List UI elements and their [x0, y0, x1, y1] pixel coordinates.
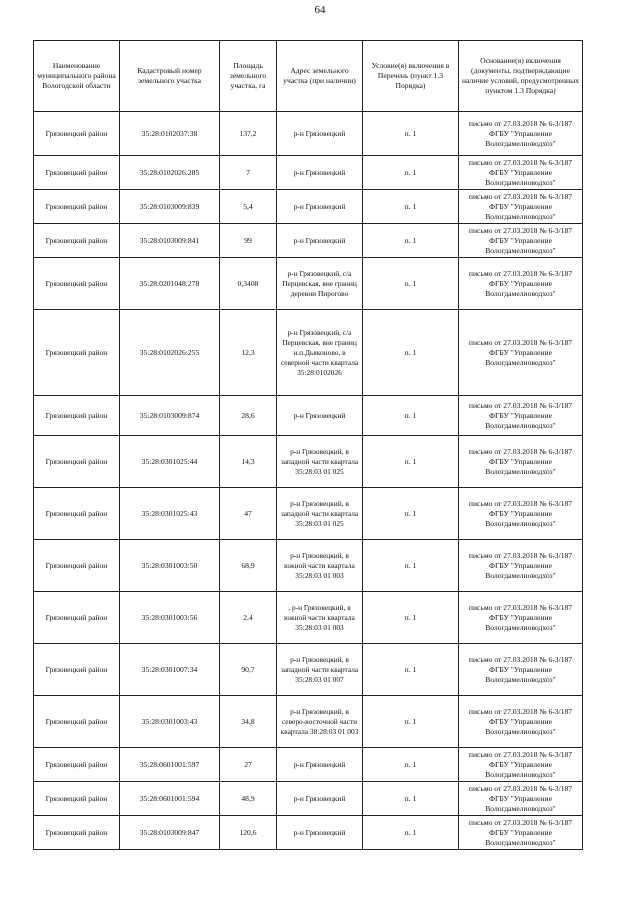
cell-area: 0,3408 — [220, 258, 277, 310]
cell-cadastral-number: 35:28:0301003:43 — [120, 696, 220, 748]
cell-condition: п. 1 — [363, 190, 459, 224]
table-row — [34, 540, 583, 592]
cell-basis: письмо от 27.03.2018 № 6-3/187 ФГБУ "Управление Вологдамелиоводхоз" — [459, 748, 583, 782]
cell-address: р-н Грязовецкий, в южной части квартала 35:28:03 01 003 — [277, 540, 363, 592]
cell-district: Грязовецкий район — [34, 190, 120, 224]
cell-condition: п. 1 — [363, 748, 459, 782]
cell-condition: п. 1 — [363, 258, 459, 310]
table-row — [34, 816, 583, 850]
cell-area: 90,7 — [220, 644, 277, 696]
cell-cadastral-number: 35:28:0301003:50 — [120, 540, 220, 592]
cell-address: р-н Грязовецкий, в западной части квартала 35:28:03 01 007 — [277, 644, 363, 696]
cell-basis: письмо от 27.03.2018 № 6-3/187 ФГБУ "Управление Вологдамелиоводхоз" — [459, 156, 583, 190]
table-row — [34, 748, 583, 782]
table-row — [34, 436, 583, 488]
cell-basis: письмо от 27.03.2018 № 6-3/187 ФГБУ "Управление Вологдамелиоводхоз" — [459, 592, 583, 644]
table-row — [34, 224, 583, 258]
cell-basis: письмо от 27.03.2018 № 6-3/187 ФГБУ "Управление Вологдамелиоводхоз" — [459, 190, 583, 224]
cell-area: 34,8 — [220, 696, 277, 748]
cell-district: Грязовецкий район — [34, 224, 120, 258]
cell-area: 14,3 — [220, 436, 277, 488]
cell-condition: п. 1 — [363, 696, 459, 748]
cell-basis: письмо от 27.03.2018 № 6-3/187 ФГБУ "Управление Вологдамелиоводхоз" — [459, 224, 583, 258]
header-condition: Условие(я) включения в Перечень (пункт 1.3 Порядка) — [363, 41, 459, 112]
table-row — [34, 696, 583, 748]
cell-cadastral-number: 35:28:0301025:43 — [120, 488, 220, 540]
cell-district: Грязовецкий район — [34, 396, 120, 436]
cell-district: Грязовецкий район — [34, 696, 120, 748]
cell-area: 2,4 — [220, 592, 277, 644]
cell-cadastral-number: 35:28:0601001:597 — [120, 748, 220, 782]
cell-address: р-н Грязовецкий, с/а Перцевская, вне границ н.п.Дьяконово, в северной части квартала 35:28:0102026 — [277, 310, 363, 396]
cell-cadastral-number: 35:28:0301007:34 — [120, 644, 220, 696]
cell-area: 99 — [220, 224, 277, 258]
cell-condition: п. 1 — [363, 156, 459, 190]
header-district: Наименование муниципального района Вологодской области — [34, 41, 120, 112]
cell-address: р-н Грязовецкий — [277, 224, 363, 258]
cell-condition: п. 1 — [363, 592, 459, 644]
page-number: 64 — [314, 4, 326, 16]
cell-condition: п. 1 — [363, 782, 459, 816]
cell-address: р-н Грязовецкий — [277, 816, 363, 850]
cell-address: р-н Грязовецкий, с/а Перцевская, вне границ деревни Пирогово — [277, 258, 363, 310]
cell-cadastral-number: 35:28:0601001:594 — [120, 782, 220, 816]
cell-cadastral-number: 35:28:0201048:278 — [120, 258, 220, 310]
cell-condition: п. 1 — [363, 644, 459, 696]
cell-condition: п. 1 — [363, 396, 459, 436]
cell-cadastral-number: 35:28:0102026:285 — [120, 156, 220, 190]
cell-district: Грязовецкий район — [34, 644, 120, 696]
cell-address: р-н Грязовецкий, в западной части квартала 35:28:03 01 025 — [277, 488, 363, 540]
cell-condition: п. 1 — [363, 436, 459, 488]
table-row — [34, 488, 583, 540]
cell-basis: письмо от 27.03.2018 № 6-3/187 ФГБУ "Управление Вологдамелиоводхоз" — [459, 696, 583, 748]
table-header-row — [34, 41, 583, 112]
cell-condition: п. 1 — [363, 224, 459, 258]
cell-address: р-н Грязовецкий, в северо-восточной части квартала 38:28:03 01 003 — [277, 696, 363, 748]
table-row — [34, 396, 583, 436]
cell-district: Грязовецкий район — [34, 156, 120, 190]
header-basis: Основание(я) включения (документы, подтверждающие наличие условий, предусмотренных пунктом 1.3 Порядка) — [459, 41, 583, 112]
header-cadastral-number: Кадастровый номер земельного участка — [120, 41, 220, 112]
cell-district: Грязовецкий район — [34, 112, 120, 156]
cell-condition: п. 1 — [363, 488, 459, 540]
cell-basis: письмо от 27.03.2018 № 6-3/187 ФГБУ "Управление Вологдамелиоводхоз" — [459, 396, 583, 436]
cell-basis: письмо от 27.03.2018 № 6-3/187 ФГБУ "Управление Вологдамелиоводхоз" — [459, 112, 583, 156]
table-row — [34, 258, 583, 310]
cell-district: Грязовецкий район — [34, 488, 120, 540]
cell-cadastral-number: 35:28:0301003:56 — [120, 592, 220, 644]
cell-condition: п. 1 — [363, 310, 459, 396]
header-area: Площадь земельного участка, га — [220, 41, 277, 112]
cell-district: Грязовецкий район — [34, 310, 120, 396]
table-body — [34, 112, 583, 850]
cell-area: 12,3 — [220, 310, 277, 396]
cell-basis: письмо от 27.03.2018 № 6-3/187 ФГБУ "Управление Вологдамелиоводхоз" — [459, 540, 583, 592]
header-address: Адрес земельного участка (при наличии) — [277, 41, 363, 112]
table-row — [34, 592, 583, 644]
cell-cadastral-number: 35:28:0103009:847 — [120, 816, 220, 850]
cell-basis: письмо от 27.03.2018 № 6-3/187 ФГБУ "Управление Вологдамелиоводхоз" — [459, 644, 583, 696]
cell-cadastral-number: 35:28:0103009:874 — [120, 396, 220, 436]
cell-address: , р-н Грязовецкий, в южной части квартала 35:28:03 01 003 — [277, 592, 363, 644]
cell-condition: п. 1 — [363, 816, 459, 850]
table-row — [34, 310, 583, 396]
cell-basis: письмо от 27.03.2018 № 6-3/187 ФГБУ "Управление Вологдамелиоводхоз" — [459, 782, 583, 816]
cell-district: Грязовецкий район — [34, 782, 120, 816]
cell-district: Грязовецкий район — [34, 540, 120, 592]
cell-area: 5,4 — [220, 190, 277, 224]
table-row — [34, 782, 583, 816]
cell-condition: п. 1 — [363, 540, 459, 592]
cell-address: р-н Грязовецкий — [277, 748, 363, 782]
table-row — [34, 156, 583, 190]
cell-district: Грязовецкий район — [34, 436, 120, 488]
cell-area: 28,6 — [220, 396, 277, 436]
cell-address: р-н Грязовецкий — [277, 112, 363, 156]
cell-area: 27 — [220, 748, 277, 782]
cell-address: р-н Грязовецкий — [277, 156, 363, 190]
cell-district: Грязовецкий район — [34, 748, 120, 782]
cell-area: 120,6 — [220, 816, 277, 850]
land-plots-table — [33, 40, 583, 850]
cell-cadastral-number: 35:28:0103009:841 — [120, 224, 220, 258]
cell-cadastral-number: 35:28:0102026:255 — [120, 310, 220, 396]
cell-area: 68,9 — [220, 540, 277, 592]
cell-basis: письмо от 27.03.2018 № 6-3/187 ФГБУ "Управление Вологдамелиоводхоз" — [459, 258, 583, 310]
cell-district: Грязовецкий район — [34, 258, 120, 310]
table-row — [34, 644, 583, 696]
cell-condition: п. 1 — [363, 112, 459, 156]
cell-area: 47 — [220, 488, 277, 540]
cell-basis: письмо от 27.03.2018 № 6-3/187 ФГБУ "Управление Вологдамелиоводхоз" — [459, 436, 583, 488]
table-row — [34, 190, 583, 224]
cell-district: Грязовецкий район — [34, 592, 120, 644]
cell-address: р-н Грязовецкий — [277, 190, 363, 224]
cell-address: р-н Грязовецкий, в западной части квартала 35:28:03 01 025 — [277, 436, 363, 488]
cell-basis: письмо от 27.03.2018 № 6-3/187 ФГБУ "Управление Вологдамелиоводхоз" — [459, 310, 583, 396]
cell-cadastral-number: 35:28:0103009:839 — [120, 190, 220, 224]
cell-address: р-н Грязовецкий — [277, 782, 363, 816]
cell-cadastral-number: 35:28:0301025:44 — [120, 436, 220, 488]
table-row — [34, 112, 583, 156]
cell-basis: письмо от 27.03.2018 № 6-3/187 ФГБУ "Управление Вологдамелиоводхоз" — [459, 488, 583, 540]
cell-cadastral-number: 35:28:0102037:38 — [120, 112, 220, 156]
cell-address: р-н Грязовецкий — [277, 396, 363, 436]
cell-area: 7 — [220, 156, 277, 190]
cell-basis: письмо от 27.03.2018 № 6-3/187 ФГБУ "Управление Вологдамелиоводхоз" — [459, 816, 583, 850]
cell-area: 48,9 — [220, 782, 277, 816]
cell-district: Грязовецкий район — [34, 816, 120, 850]
cell-area: 137,2 — [220, 112, 277, 156]
